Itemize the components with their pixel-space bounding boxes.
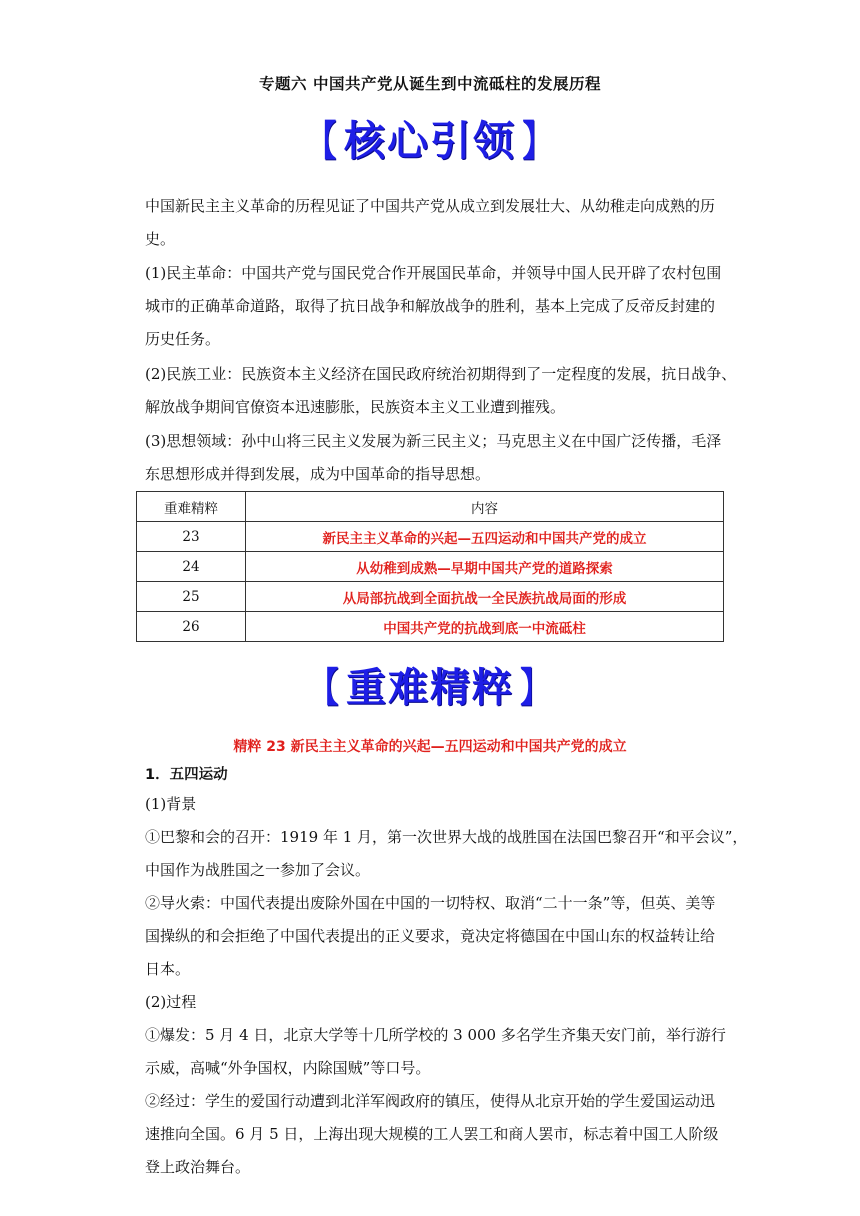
intro-paragraph-2: (1)民主革命：中国共产党与国民党合作开展国民革命，并领导中国人民开辟了农村包围 城市的正确革命道路，取得了抗日战争和解放战争的胜利，基本上完成了反帝反封建的 历史任务。: [145, 264, 722, 348]
header-content: 内容: [246, 492, 724, 522]
row-number: 26: [137, 612, 246, 642]
section-title: 精粹 23 新民主主义革命的兴起—五四运动和中国共产党的成立: [233, 739, 627, 755]
table-row: [137, 612, 724, 642]
key-points-banner-text: 【 重难精粹 】: [310, 665, 550, 711]
row-topic-link[interactable]: 从幼稚到成熟—早期中国共产党的道路探索: [246, 552, 724, 582]
table-row: [137, 552, 724, 582]
intro-paragraph-1: 中国新民主主义革命的历程见证了中国共产党从成立到发展壮大、从幼稚走向成熟的历 史。: [145, 197, 716, 248]
core-lead-banner-text: 【 核心引领 】: [307, 117, 553, 165]
table-row: [137, 522, 724, 552]
intro-paragraph-3: (2)民族工业：民族资本主义经济在国民政府统治初期得到了一定程度的发展，抗日战争、 解放战争期间官僚资本迅速膨胀，民族资本主义工业遭到摧残。: [145, 365, 737, 416]
row-topic-link[interactable]: 新民主主义革命的兴起—五四运动和中国共产党的成立: [246, 522, 724, 552]
topics-table: [136, 491, 724, 642]
header-topic: 重难精粹: [137, 492, 246, 522]
section-body: (1)背景 ①巴黎和会的召开：1919 年 1 月，第一次世界大战的战胜国在法国巴黎召开“和平会议”， 中国作为战胜国之一参加了会议。 ②导火索：中国代表提出废除外国在中国的一切特权、取消“二十一条”等，但英、美等 国操纵的和会拒绝了中国代表提出的正义要求，竟决定将德国在中国山东的权益转让给 日本。 (2)过程 ①爆发：5 月 4 日，北京大学等十几所学校的 3 000 多名学生齐集天安门前，举行游行 示威，高喊“外争国权，内除国贼”等口号。 ②经过：学生的爱国行动遭到北洋军阀政府的镇压，使得从北京开始的学生爱国运动迅 速推向全国。6 月 5 日，上海出现大规模的工人罢工和商人罢市，标志着中国工人阶级 登上政治舞台。: [145, 795, 748, 1176]
section-heading: 1．五四运动: [145, 767, 228, 783]
key-points-banner: [0, 656, 860, 713]
table-row: [137, 582, 724, 612]
row-number: 25: [137, 582, 246, 612]
intro-paragraph-4: (3)思想领域：孙中山将三民主义发展为新三民主义；马克思主义在中国广泛传播，毛泽 东思想形成并得到发展，成为中国革命的指导思想。: [145, 432, 722, 483]
row-topic-link[interactable]: 从局部抗战到全面抗战一全民族抗战局面的形成: [246, 582, 724, 612]
row-number: 24: [137, 552, 246, 582]
row-number: 23: [137, 522, 246, 552]
page-title: 专题六 中国共产党从诞生到中流砥柱的发展历程: [259, 75, 601, 93]
core-lead-banner: [0, 108, 860, 167]
row-topic-link[interactable]: 中国共产党的抗战到底一中流砥柱: [246, 612, 724, 642]
table-header-row: [137, 492, 724, 522]
